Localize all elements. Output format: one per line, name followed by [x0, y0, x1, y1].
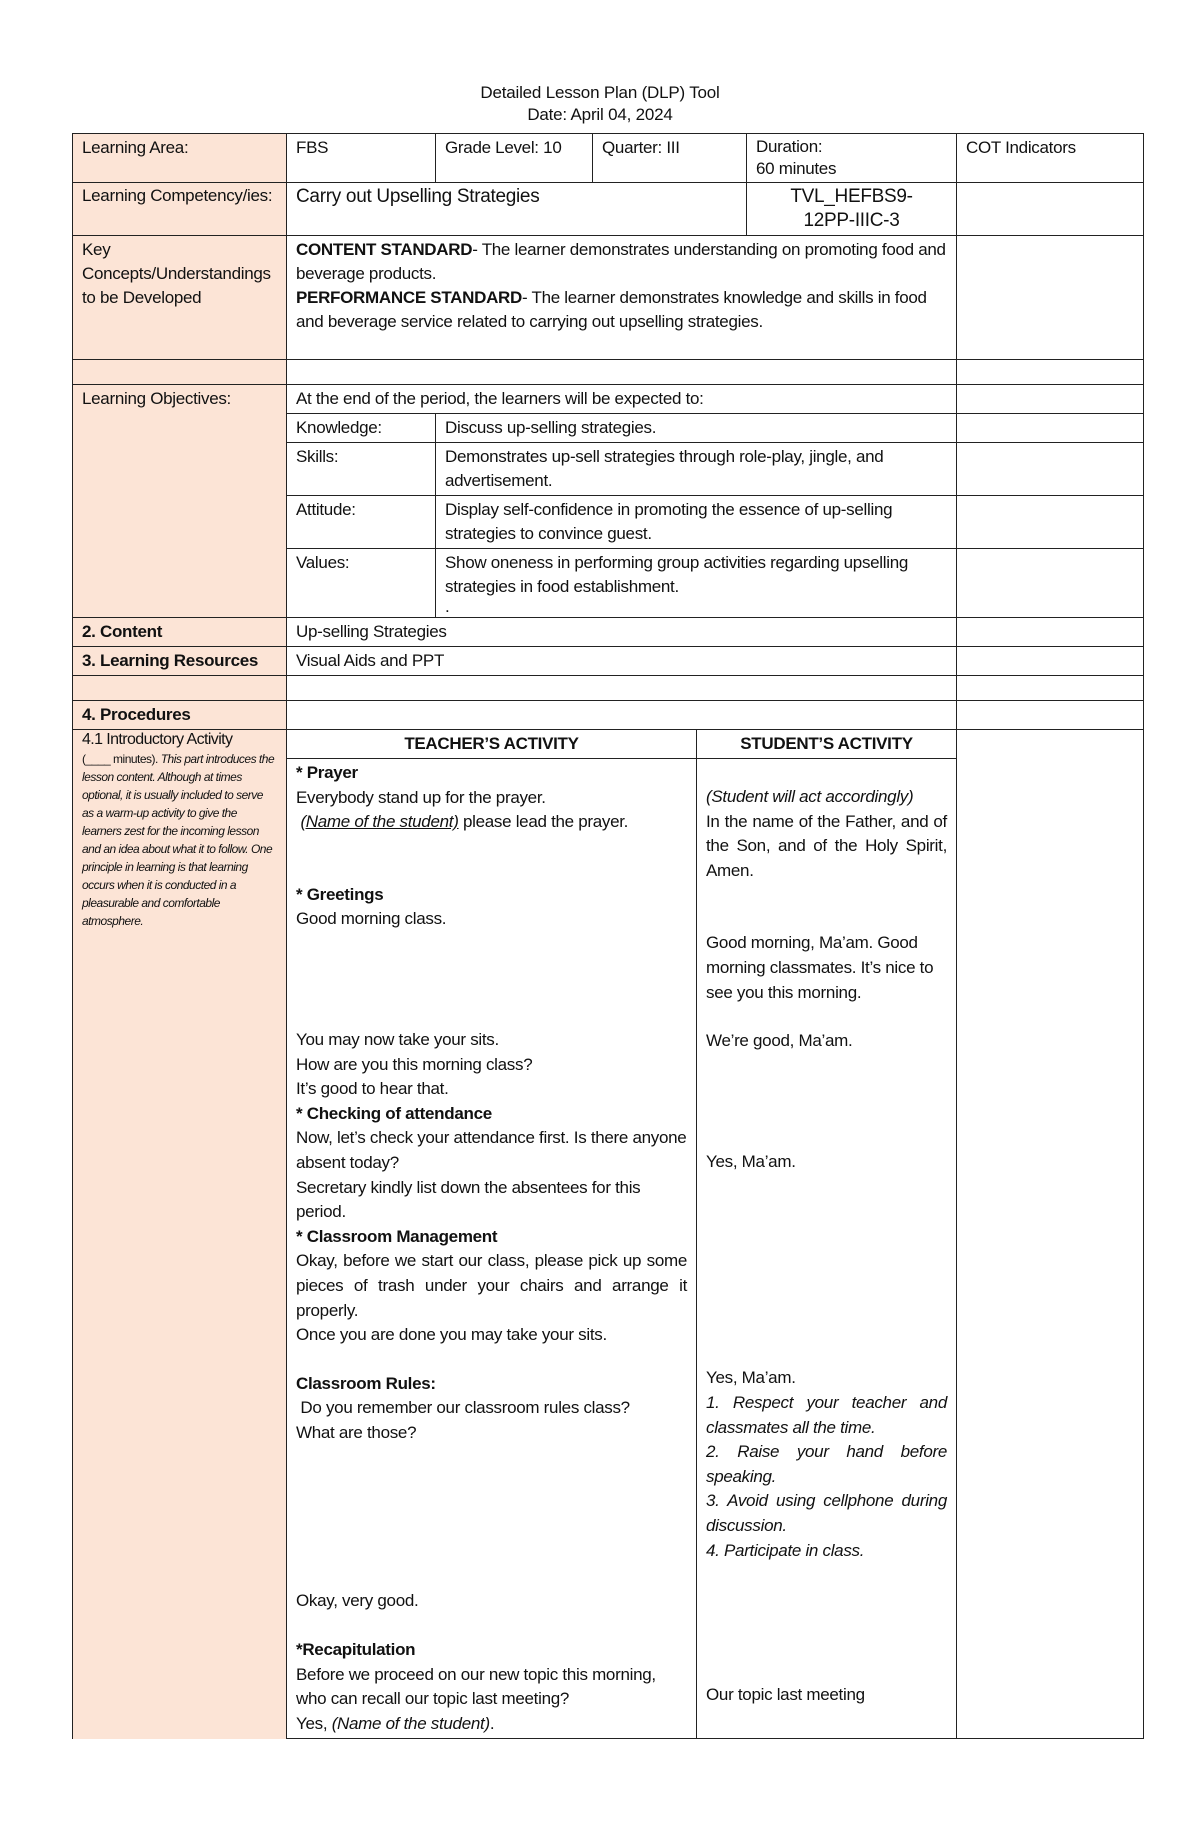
objective-values-extra: . — [445, 597, 450, 616]
classroom-rules-heading: Classroom Rules: — [296, 1373, 436, 1393]
teacher-line — [296, 1712, 687, 1737]
objective-domain: Attitude: — [287, 496, 436, 549]
teacher-line-text: Yes, — [296, 1713, 332, 1733]
student-line: We’re good, Ma’am. — [706, 1031, 853, 1051]
student-line: Yes, Ma’am. — [706, 1151, 796, 1171]
student-rule: 3. Avoid using cellphone during discussion. — [706, 1491, 947, 1535]
row-resources — [73, 647, 1144, 676]
teacher-line: Secretary kindly list down the absentees for this period. — [296, 1177, 641, 1222]
performance-standard-label: PERFORMANCE STANDARD — [296, 288, 523, 307]
introductory-activity — [73, 730, 287, 1739]
key-concepts-label: Key Concepts/Understandings to be Developed — [73, 236, 287, 360]
competency-value: Carry out Upselling Strategies — [287, 183, 747, 236]
teacher-line: It’s good to hear that. — [296, 1079, 449, 1099]
objective-text — [436, 549, 957, 618]
student-line: In the name of the Father, and of the Son, and of the Holy Spirit, Amen. — [706, 811, 947, 880]
student-line: (Student will act accordingly) — [706, 787, 914, 806]
duration — [747, 134, 957, 183]
teacher-line: Once you are done you may take your sits. — [296, 1325, 607, 1345]
cot-indicators-header: COT Indicators — [957, 134, 1144, 183]
teacher-line: How are you this morning class? — [296, 1054, 533, 1074]
prayer-heading: * Prayer — [296, 763, 358, 782]
objective-values-text: Show oneness in performing group activities regarding upselling strategies in food establishment. — [445, 553, 909, 596]
student-line: Good morning, Ma’am. Good morning classmates. It’s nice to see you this morning. — [706, 933, 934, 1002]
objective-text: Discuss up-selling strategies. — [436, 414, 957, 443]
duration-value: 60 minutes — [756, 159, 837, 178]
content-label: 2. Content — [73, 618, 287, 647]
student-line: Yes, Ma’am. — [706, 1368, 796, 1388]
intro-activity-title: 4.1 Introductory Activity — [82, 731, 233, 748]
competency-code-line2: 12PP-IIIC-3 — [803, 210, 900, 231]
content-value: Up-selling Strategies — [287, 618, 957, 647]
teacher-line: Okay, before we start our class, please pick up some pieces of trash under your chairs and arrange it properly. — [296, 1251, 687, 1320]
objective-domain: Knowledge: — [287, 414, 436, 443]
performance-standard — [296, 286, 947, 334]
objective-domain: Skills: — [287, 443, 436, 496]
classroom-management-heading: * Classroom Management — [296, 1226, 498, 1246]
attendance-heading: * Checking of attendance — [296, 1103, 492, 1123]
lesson-plan-table — [72, 133, 1144, 1739]
teacher-line: You may now take your sits. — [296, 1029, 499, 1049]
cot-cell — [957, 183, 1144, 236]
row-content — [73, 618, 1144, 647]
objectives-intro: At the end of the period, the learners will be expected to: — [287, 385, 957, 414]
teacher-line-text: . — [489, 1713, 495, 1733]
student-rule: 4. Participate in class. — [706, 1540, 865, 1560]
intro-description: This part introduces the lesson content. Although at times optional, it is usually included to serve as a warm-up activity to give the learners zest for the incoming lesson and an idea about what it to follow. One principle in learning is that learning occurs when it is conducted in a pleasurable and comfortable atmosphere. — [82, 752, 275, 928]
performance-standard-text: - The learner demonstrates knowledge and skills in food and beverage service related to carrying out upselling strategies. — [296, 288, 927, 331]
quarter: Quarter: III — [593, 134, 747, 183]
learning-area-label: Learning Area: — [73, 134, 287, 183]
grade-level: Grade Level: 10 — [436, 134, 593, 183]
competency-label: Learning Competency/ies: — [73, 183, 287, 236]
greetings-heading: * Greetings — [296, 884, 384, 904]
student-rule: 1. Respect your teacher and classmates all the time. — [706, 1392, 947, 1437]
row-spacer — [73, 360, 1144, 385]
teacher-line: Okay, very good. — [296, 1591, 419, 1611]
row-procedures — [73, 701, 1144, 730]
objectives-label: Learning Objectives: — [73, 385, 287, 618]
teacher-line: Good morning class. — [296, 909, 447, 929]
content-standard — [296, 238, 947, 286]
content-standard-label: CONTENT STANDARD — [296, 240, 473, 259]
document-title: Detailed Lesson Plan (DLP) Tool — [480, 83, 720, 102]
row-activity-header — [73, 730, 1144, 759]
row-general-info — [73, 134, 1144, 183]
teacher-line-text: please lead the prayer. — [458, 812, 629, 832]
learning-area-value: FBS — [287, 134, 436, 183]
row-competency — [73, 183, 1144, 236]
teacher-line: What are those? — [296, 1422, 417, 1442]
objective-text: Display self-confidence in promoting the essence of up-selling strategies to convince guest. — [436, 496, 957, 549]
competency-code-line1: TVL_HEFBS9- — [790, 186, 913, 207]
row-objectives-intro — [73, 385, 1144, 414]
teacher-line: Everybody stand up for the prayer. — [296, 787, 546, 807]
student-name-placeholder: (Name of the student) — [331, 1713, 490, 1733]
student-name-placeholder: (Name of the student) — [300, 812, 459, 832]
key-concepts-body — [287, 236, 957, 360]
document-header — [0, 82, 1200, 126]
duration-label: Duration: — [756, 137, 823, 156]
resources-label: 3. Learning Resources — [73, 647, 287, 676]
document-date: Date: April 04, 2024 — [527, 105, 673, 124]
student-activity — [697, 759, 957, 1739]
teacher-line — [296, 810, 687, 835]
student-rule: 2. Raise your hand before speaking. — [706, 1442, 947, 1486]
intro-activity-desc — [82, 750, 277, 930]
teacher-line: Do you remember our classroom rules class? — [296, 1398, 630, 1418]
procedures-label: 4. Procedures — [73, 701, 287, 730]
resources-value: Visual Aids and PPT — [287, 647, 957, 676]
row-key-concepts — [73, 236, 1144, 360]
row-spacer — [73, 676, 1144, 701]
teacher-activity — [287, 759, 697, 1739]
teacher-activity-header: TEACHER’S ACTIVITY — [287, 730, 697, 759]
teacher-line: Now, let’s check your attendance first. Is there anyone absent today? — [296, 1128, 687, 1172]
student-line: Our topic last meeting — [706, 1685, 865, 1705]
competency-code — [747, 183, 957, 236]
recapitulation-heading: *Recapitulation — [296, 1640, 416, 1660]
cot-cell — [957, 236, 1144, 360]
objective-text: Demonstrates up-sell strategies through role-play, jingle, and advertisement. — [436, 443, 957, 496]
objective-domain: Values: — [287, 549, 436, 618]
intro-minutes: (____ minutes). — [82, 752, 158, 766]
teacher-line: Before we proceed on our new topic this morning, who can recall our topic last meeting? — [296, 1664, 656, 1709]
content-standard-text: - The learner demonstrates understanding on promoting food and beverage products. — [296, 240, 946, 283]
student-activity-header: STUDENT’S ACTIVITY — [697, 730, 957, 759]
